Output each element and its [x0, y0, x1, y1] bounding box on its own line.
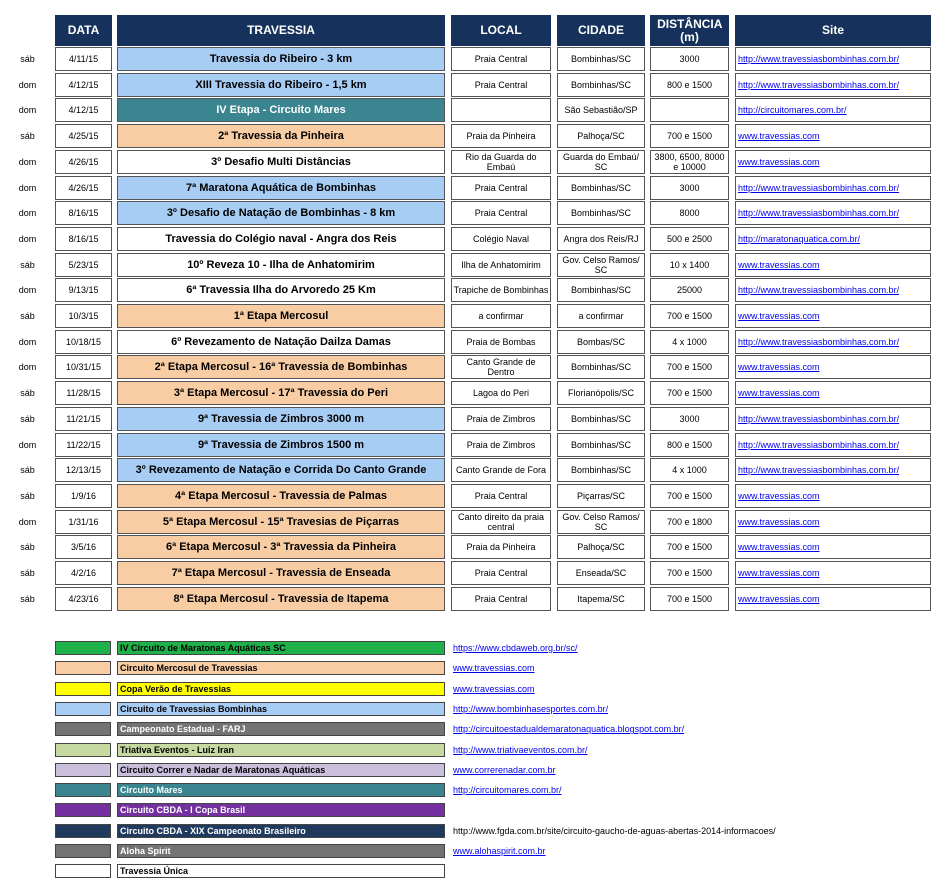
legend-url: [453, 764, 556, 776]
site-cell: [735, 176, 931, 200]
site-link[interactable]: www.travessias.com: [738, 311, 820, 321]
travessia-cell: Travessia do Ribeiro - 3 km: [117, 47, 445, 71]
day-cell: dom: [18, 285, 37, 296]
day-cell: sáb: [20, 568, 35, 578]
legend-swatch: [55, 702, 111, 716]
site-cell: [735, 278, 931, 302]
site-link[interactable]: http://www.travessiasbombinhas.com.br/: [738, 439, 900, 450]
site-cell: [735, 355, 931, 379]
date-cell: 4/2/16: [55, 561, 112, 585]
date-cell: 1/9/16: [55, 484, 112, 508]
site-link[interactable]: www.travessias.com: [738, 490, 820, 501]
day-cell: dom: [18, 79, 37, 90]
legend-link[interactable]: www.alohaspirit.com.br: [453, 846, 546, 856]
travessia-cell: 3º Desafio Multi Distâncias: [117, 150, 445, 174]
legend-item: [0, 641, 950, 656]
table-row: [0, 253, 950, 279]
site-cell: [735, 201, 931, 225]
travessia-cell: 6ª Etapa Mercosul - 3ª Travessia da Pinheira: [117, 535, 445, 559]
legend-item: [0, 743, 950, 758]
site-link[interactable]: http://www.travessiasbombinhas.com.br/: [738, 79, 900, 90]
site-link[interactable]: http://www.travessiasbombinhas.com.br/: [738, 182, 900, 193]
distance-cell: 700 e 1500: [650, 484, 729, 508]
distance-cell: 3000: [650, 47, 729, 71]
city-cell: Bombinhas/SC: [557, 176, 645, 200]
table-row: [0, 587, 950, 613]
legend-label: Circuito Mares: [117, 783, 445, 797]
day-cell: sáb: [20, 311, 35, 321]
distance-cell: 3000: [650, 407, 729, 431]
site-link[interactable]: http://www.travessiasbombinhas.com.br/: [738, 54, 900, 64]
legend-item: [0, 803, 950, 818]
site-cell: [735, 304, 931, 328]
site-link[interactable]: www.travessias.com: [738, 388, 820, 399]
distance-cell: 500 e 2500: [650, 227, 729, 251]
local-cell: Lagoa do Peri: [451, 381, 551, 405]
local-cell: Canto direito da praia central: [451, 510, 551, 534]
local-cell: Rio da Guarda do Embaú: [451, 150, 551, 174]
city-cell: Bombinhas/SC: [557, 278, 645, 302]
day-cell: dom: [18, 105, 37, 116]
table-row: [0, 561, 950, 587]
distance-cell: 4 x 1000: [650, 330, 729, 354]
travessia-cell: 6ª Travessia Ilha do Arvoredo 25 Km: [117, 278, 445, 302]
travessia-cell: 9ª Travessia de Zimbros 1500 m: [117, 433, 445, 457]
date-cell: 11/21/15: [55, 407, 112, 431]
day-cell: sáb: [20, 542, 35, 553]
local-cell: Colégio Naval: [451, 227, 551, 251]
site-link[interactable]: www.travessias.com: [738, 362, 820, 373]
site-cell: [735, 227, 931, 251]
local-cell: Praia Central: [451, 201, 551, 225]
table-row: [0, 47, 950, 73]
local-cell: a confirmar: [451, 304, 551, 328]
legend-item: [0, 864, 950, 879]
table-row: [0, 278, 950, 304]
distance-cell: 4 x 1000: [650, 458, 729, 482]
site-link[interactable]: www.travessias.com: [738, 568, 820, 578]
local-cell: Praia Central: [451, 73, 551, 97]
day-cell: dom: [18, 156, 37, 167]
table-row: [0, 227, 950, 253]
local-cell: Praia da Pinheira: [451, 535, 551, 559]
date-cell: 10/18/15: [55, 330, 112, 354]
table-row: [0, 304, 950, 330]
site-cell: [735, 98, 931, 122]
day-cell: sáb: [20, 465, 35, 476]
city-cell: Angra dos Reis/RJ: [557, 227, 645, 251]
city-cell: Bombinhas/SC: [557, 433, 645, 457]
day-cell: sáb: [20, 54, 35, 64]
table-row: [0, 535, 950, 561]
header-site: Site: [735, 15, 931, 46]
local-cell: Praia Central: [451, 561, 551, 585]
city-cell: a confirmar: [557, 304, 645, 328]
day-cell: sáb: [20, 593, 35, 604]
local-cell: Canto Grande de Fora: [451, 458, 551, 482]
day-cell: sáb: [20, 131, 35, 142]
local-cell: Praia de Zimbros: [451, 407, 551, 431]
legend-link[interactable]: https://www.cbdaweb.org.br/sc/: [453, 643, 578, 653]
site-cell: [735, 47, 931, 71]
legend-item: [0, 783, 950, 798]
day-cell: dom: [18, 516, 37, 527]
legend-item: [0, 844, 950, 859]
header-data: DATA: [55, 15, 112, 46]
distance-cell: 700 e 1500: [650, 355, 729, 379]
site-cell: [735, 433, 931, 457]
site-link[interactable]: www.travessias.com: [738, 156, 820, 167]
table-row: [0, 458, 950, 484]
legend-link[interactable]: http://circuitomares.com.br/: [453, 785, 562, 796]
table-row: [0, 355, 950, 381]
local-cell: Praia Central: [451, 484, 551, 508]
local-cell: Praia Central: [451, 587, 551, 611]
travessia-cell: 2ª Travessia da Pinheira: [117, 124, 445, 148]
table-row: [0, 150, 950, 176]
city-cell: Gov. Celso Ramos/ SC: [557, 253, 645, 277]
local-cell: Praia da Pinheira: [451, 124, 551, 148]
city-cell: Bombas/SC: [557, 330, 645, 354]
site-cell: [735, 124, 931, 148]
legend-label: Copa Verão de Travessias: [117, 682, 445, 696]
site-cell: [735, 150, 931, 174]
header-local: LOCAL: [451, 15, 551, 46]
distance-cell: 700 e 1800: [650, 510, 729, 534]
distance-cell: [650, 98, 729, 122]
site-cell: [735, 407, 931, 431]
distance-cell: 700 e 1500: [650, 587, 729, 611]
header-travessia: TRAVESSIA: [117, 15, 445, 46]
legend-label: Circuito Correr e Nadar de Maratonas Aquáticas: [117, 763, 445, 777]
day-cell: dom: [18, 439, 37, 450]
site-link[interactable]: www.travessias.com: [738, 516, 820, 527]
legend-swatch: [55, 824, 111, 838]
site-cell: [735, 381, 931, 405]
date-cell: 4/25/15: [55, 124, 112, 148]
travessia-cell: 3º Desafio de Natação de Bombinhas - 8 km: [117, 201, 445, 225]
travessia-cell: 6º Revezamento de Natação Dailza Damas: [117, 330, 445, 354]
site-link[interactable]: www.travessias.com: [738, 593, 820, 604]
legend-label: Circuito de Travessias Bombinhas: [117, 702, 445, 716]
city-cell: Bombinhas/SC: [557, 47, 645, 71]
site-link[interactable]: www.travessias.com: [738, 542, 820, 553]
city-cell: Palhoça/SC: [557, 124, 645, 148]
travessia-cell: 3ª Etapa Mercosul - 17ª Travessia do Peri: [117, 381, 445, 405]
city-cell: Itapema/SC: [557, 587, 645, 611]
distance-cell: 700 e 1500: [650, 561, 729, 585]
legend-swatch: [55, 803, 111, 817]
site-cell: [735, 73, 931, 97]
day-cell: dom: [18, 362, 37, 373]
date-cell: 9/13/15: [55, 278, 112, 302]
city-cell: Guarda do Embaú/ SC: [557, 150, 645, 174]
table-row: [0, 176, 950, 202]
table-row: [0, 433, 950, 459]
table-row: [0, 510, 950, 536]
day-cell: sáb: [20, 490, 35, 501]
legend-link[interactable]: http://www.bombinhasesportes.com.br/: [453, 703, 609, 714]
legend-label: Aloha Spirit: [117, 844, 445, 858]
legend-url: [453, 744, 588, 756]
site-link[interactable]: http://www.travessiasbombinhas.com.br/: [738, 285, 900, 296]
travessia-cell: 1ª Etapa Mercosul: [117, 304, 445, 328]
distance-cell: 700 e 1500: [650, 124, 729, 148]
date-cell: 10/31/15: [55, 355, 112, 379]
city-cell: Florianópolis/SC: [557, 381, 645, 405]
local-cell: Ilha de Anhatomirim: [451, 253, 551, 277]
legend-url: [453, 662, 535, 674]
legend-swatch: [55, 722, 111, 736]
table-row: [0, 330, 950, 356]
city-cell: Gov. Celso Ramos/ SC: [557, 510, 645, 534]
site-cell: [735, 561, 931, 585]
site-link[interactable]: http://www.travessiasbombinhas.com.br/: [738, 336, 900, 347]
legend-item: [0, 824, 950, 839]
distance-cell: 700 e 1500: [650, 304, 729, 328]
local-cell: Praia de Zimbros: [451, 433, 551, 457]
legend-url: [453, 845, 546, 857]
legend-link[interactable]: http://circuitoestadualdemaratonaquatica.blogspot.com.br/: [453, 724, 685, 735]
legend-label: Campeonato Estadual - FARJ: [117, 722, 445, 736]
city-cell: Palhoça/SC: [557, 535, 645, 559]
table-row: [0, 73, 950, 99]
travessia-cell: 2ª Etapa Mercosul - 16ª Travessia de Bombinhas: [117, 355, 445, 379]
distance-cell: 800 e 1500: [650, 433, 729, 457]
city-cell: Bombinhas/SC: [557, 407, 645, 431]
day-cell: dom: [18, 336, 37, 347]
site-cell: [735, 458, 931, 482]
legend-url: [453, 683, 535, 695]
legend-swatch: [55, 743, 111, 757]
city-cell: Bombinhas/SC: [557, 458, 645, 482]
legend-swatch: [55, 641, 111, 655]
day-cell: sáb: [20, 259, 35, 270]
legend-url: [453, 703, 608, 715]
city-cell: Piçarras/SC: [557, 484, 645, 508]
travessia-cell: 9ª Travessia de Zimbros 3000 m: [117, 407, 445, 431]
legend-label: Circuito CBDA - I Copa Brasil: [117, 803, 445, 817]
distance-cell: 10 x 1400: [650, 253, 729, 277]
date-cell: 11/28/15: [55, 381, 112, 405]
legend-item: [0, 702, 950, 717]
legend-label: Circuito Mercosul de Travessias: [117, 661, 445, 675]
legend-swatch: [55, 763, 111, 777]
legend-link[interactable]: http://www.triativaeventos.com.br/: [453, 744, 588, 755]
travessia-cell: XIII Travessia do Ribeiro - 1,5 km: [117, 73, 445, 97]
header-distancia: DISTÂNCIA (m): [650, 15, 729, 46]
date-cell: 4/26/15: [55, 150, 112, 174]
site-link[interactable]: http://www.travessiasbombinhas.com.br/: [738, 465, 900, 476]
city-cell: São Sebastião/SP: [557, 98, 645, 122]
date-cell: 4/12/15: [55, 98, 112, 122]
site-link[interactable]: http://www.travessiasbombinhas.com.br/: [738, 413, 900, 424]
distance-cell: 700 e 1500: [650, 381, 729, 405]
city-cell: Enseada/SC: [557, 561, 645, 585]
site-link[interactable]: http://circuitomares.com.br/: [738, 105, 847, 116]
local-cell: Praia de Bombas: [451, 330, 551, 354]
legend-label: IV Circuito de Maratonas Aquáticas SC: [117, 641, 445, 655]
distance-cell: 8000: [650, 201, 729, 225]
site-link[interactable]: www.travessias.com: [738, 131, 820, 142]
travessia-cell: IV Etapa - Circuito Mares: [117, 98, 445, 122]
site-cell: [735, 484, 931, 508]
date-cell: 11/22/15: [55, 433, 112, 457]
travessia-cell: 10º Reveza 10 - Ilha de Anhatomirim: [117, 253, 445, 277]
table-row: [0, 201, 950, 227]
legend-label: Travessia Única: [117, 864, 445, 878]
site-link[interactable]: www.travessias.com: [738, 259, 820, 270]
city-cell: Bombinhas/SC: [557, 201, 645, 225]
city-cell: Bombinhas/SC: [557, 355, 645, 379]
legend-link[interactable]: www.travessias.com: [453, 683, 535, 694]
legend-swatch: [55, 682, 111, 696]
site-cell: [735, 535, 931, 559]
date-cell: 4/12/15: [55, 73, 112, 97]
travessia-cell: 4ª Etapa Mercosul - Travessia de Palmas: [117, 484, 445, 508]
city-cell: Bombinhas/SC: [557, 73, 645, 97]
table-row: [0, 98, 950, 124]
travessia-cell: Travessia do Colégio naval - Angra dos Reis: [117, 227, 445, 251]
legend-link[interactable]: www.travessias.com: [453, 663, 535, 674]
day-cell: dom: [18, 182, 37, 193]
site-link[interactable]: http://www.travessiasbombinhas.com.br/: [738, 208, 900, 219]
legend-item: [0, 682, 950, 697]
distance-cell: 800 e 1500: [650, 73, 729, 97]
site-cell: [735, 330, 931, 354]
legend-link[interactable]: www.correrenadar.com.br: [453, 764, 556, 775]
legend-url: [453, 784, 562, 796]
distance-cell: 3000: [650, 176, 729, 200]
legend-label: Triativa Eventos - Luiz Iran: [117, 743, 445, 757]
date-cell: 3/5/16: [55, 535, 112, 559]
travessia-cell: 8ª Etapa Mercosul - Travessia de Itapema: [117, 587, 445, 611]
travessia-cell: 7ª Maratona Aquática de Bombinhas: [117, 176, 445, 200]
header-cidade: CIDADE: [557, 15, 645, 46]
legend-swatch: [55, 844, 111, 858]
legend-item: [0, 722, 950, 737]
date-cell: 8/16/15: [55, 201, 112, 225]
legend-label: Circuito CBDA - XIX Campeonato Brasileiro: [117, 824, 445, 838]
date-cell: 8/16/15: [55, 227, 112, 251]
distance-cell: 25000: [650, 278, 729, 302]
day-cell: sáb: [20, 388, 35, 399]
travessia-cell: 7ª Etapa Mercosul - Travessia de Enseada: [117, 561, 445, 585]
date-cell: 5/23/15: [55, 253, 112, 277]
date-cell: 12/13/15: [55, 458, 112, 482]
legend-url: [453, 723, 684, 735]
table-row: [0, 381, 950, 407]
date-cell: 4/23/16: [55, 587, 112, 611]
table-row: [0, 484, 950, 510]
day-cell: dom: [18, 208, 37, 219]
legend-swatch: [55, 783, 111, 797]
site-link[interactable]: http://maratonaquatica.com.br/: [738, 233, 861, 244]
day-cell: sáb: [20, 413, 35, 424]
legend-item: [0, 661, 950, 676]
legend-swatch: [55, 661, 111, 675]
date-cell: 4/26/15: [55, 176, 112, 200]
local-cell: Canto Grande de Dentro: [451, 355, 551, 379]
date-cell: 1/31/16: [55, 510, 112, 534]
table-row: [0, 407, 950, 433]
legend-item: [0, 763, 950, 778]
date-cell: 4/11/15: [55, 47, 112, 71]
local-cell: [451, 98, 551, 122]
distance-cell: 700 e 1500: [650, 535, 729, 559]
site-cell: [735, 510, 931, 534]
travessia-cell: 3º Revezamento de Natação e Corrida Do Canto Grande: [117, 458, 445, 482]
legend-swatch: [55, 864, 111, 878]
day-cell: dom: [18, 233, 37, 244]
site-cell: [735, 253, 931, 277]
date-cell: 10/3/15: [55, 304, 112, 328]
travessia-cell: 5ª Etapa Mercosul - 15ª Travesias de Piçarras: [117, 510, 445, 534]
local-cell: Praia Central: [451, 176, 551, 200]
table-row: [0, 124, 950, 150]
legend-url: [453, 642, 578, 654]
distance-cell: 3800, 6500, 8000 e 10000: [650, 150, 729, 174]
local-cell: Praia Central: [451, 47, 551, 71]
site-cell: [735, 587, 931, 611]
legend-url: http://www.fgda.com.br/site/circuito-gaucho-de-aguas-abertas-2014-informacoes/: [453, 825, 776, 836]
local-cell: Trapiche de Bombinhas: [451, 278, 551, 302]
